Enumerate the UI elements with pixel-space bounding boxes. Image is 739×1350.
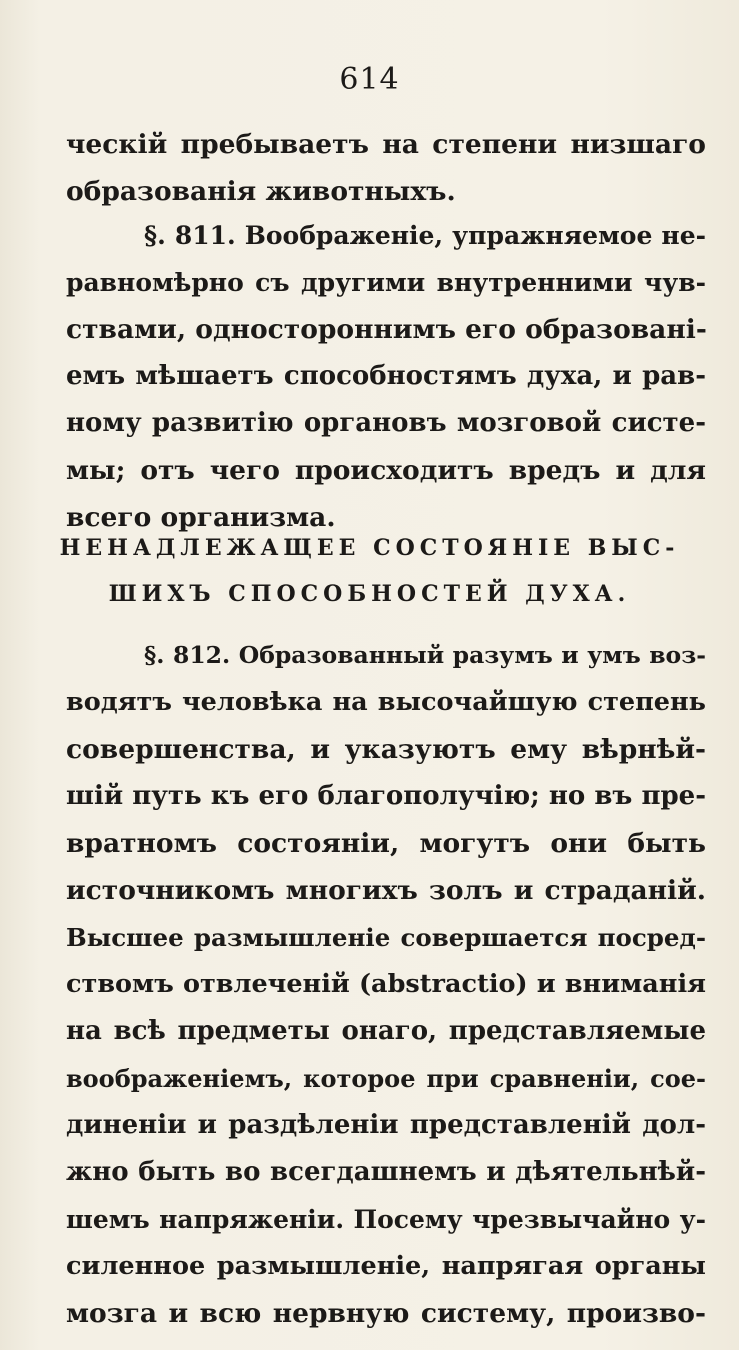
paragraph-continuation <box>66 121 706 215</box>
text-line: жно быть во всегдашнемъ и дѣятельнѣй- <box>66 1157 706 1187</box>
text-line: §. 812. Образованный разумъ и умъ воз- <box>144 641 706 669</box>
text-line: источникомъ многихъ золъ и страданій. <box>66 875 706 906</box>
text-line: ствомъ отвлеченій (abstractio) и вниманія <box>66 969 706 999</box>
text-line: шемъ напряженіи. Посему чрезвычайно у- <box>66 1205 706 1234</box>
text-line: Высшее размышленіе совершается посред- <box>66 923 706 952</box>
text-line: совершенства, и указуютъ ему вѣрнѣй- <box>66 734 706 765</box>
text-line: мозга и всю нервную систему, произво- <box>66 1298 706 1329</box>
section-heading <box>0 525 739 617</box>
text-line: мы; отъ чего происходитъ вредъ и для <box>66 455 706 486</box>
text-line: силенное размышленіе, напрягая органы <box>66 1251 706 1281</box>
text-line: воображеніемъ, которое при сравненіи, сое- <box>66 1064 706 1093</box>
heading-line: ШИХЪ СПОСОБНОСТЕЙ ДУХА. <box>108 581 631 607</box>
heading-line: НЕНАДЛЕЖАЩЕЕ СОСТОЯНІЕ ВЫС- <box>59 535 680 561</box>
text-line: ческій пребываетъ на степени низшаго <box>66 129 706 160</box>
paragraph-812 <box>66 632 706 1337</box>
paragraph-811 <box>66 212 706 541</box>
text-line: диненіи и раздѣленіи представленій дол- <box>66 1110 706 1140</box>
text-line: равномѣрно съ другими внутренними чув- <box>66 268 706 297</box>
text-line: шій путь къ его благополучію; но въ пре- <box>66 781 706 811</box>
text-line: §. 811. Воображеніе, упражняемое не- <box>144 221 706 250</box>
text-line: ному развитію органовъ мозговой систе- <box>66 408 706 438</box>
text-line: водятъ человѣка на высочайшую степень <box>66 687 706 717</box>
text-line: ствами, одностороннимъ его образовані- <box>66 314 707 345</box>
text-line: всего организма. <box>66 502 336 533</box>
text-line: вратномъ состояніи, могутъ они быть <box>66 828 706 859</box>
text-line: на всѣ предметы онаго, представляемые <box>66 1016 706 1046</box>
text-line: емъ мѣшаетъ способностямъ духа, и рав- <box>66 361 706 391</box>
text-line: образованія животныхъ. <box>66 176 456 207</box>
page-number: 614 <box>339 62 400 97</box>
